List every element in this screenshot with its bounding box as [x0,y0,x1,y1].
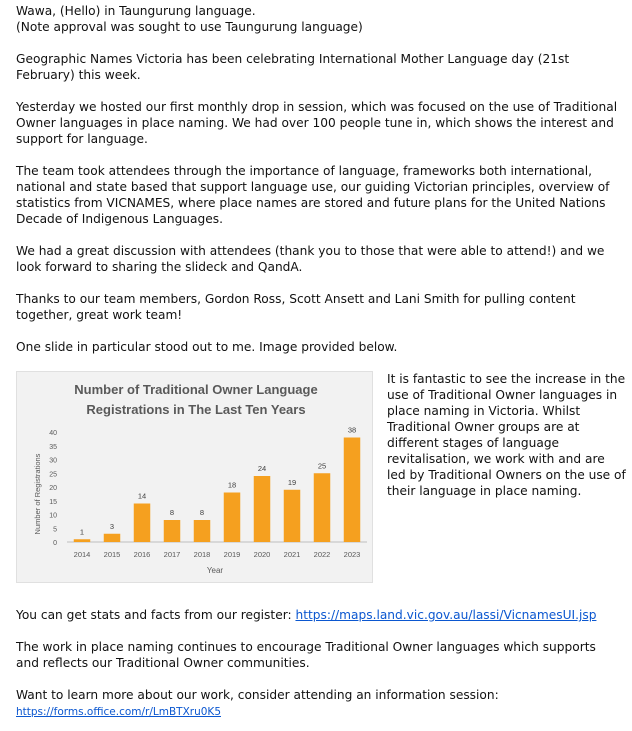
register-text: You can get stats and facts from our register: [16,608,296,622]
x-tick-label-2014: 2014 [73,550,91,559]
approval-note: (Note approval was sought to use Taungurung language) [16,20,363,34]
bar-2022 [314,473,331,542]
paragraph-discussion: We had a great discussion with attendees (thank you to those that were able to attend!) and we look forward to sharing the slideck and QandA. [16,244,605,274]
y-tick-label: 5 [53,526,57,534]
x-tick-label-2020: 2020 [253,550,271,559]
y-tick-label: 15 [49,498,57,506]
x-tick-label-2023: 2023 [343,550,361,559]
x-tick-label-2022: 2022 [313,550,331,559]
paragraph-drop-in-session: Yesterday we hosted our first monthly drop in session, which was focused on the use of Traditional Owner languages in place naming. We had over 100 people tune in, which shows the interest and support for language. [16,100,618,146]
paragraph-language-day: Geographic Names Victoria has been celebrating International Mother Language day (21st February) this week. [16,52,570,82]
email-body [16,3,626,720]
register-line [16,607,622,623]
paragraph-closing: The work in place naming continues to encourage Traditional Owner languages which supports and reflects our Traditional Owner communities. [16,640,596,670]
x-tick-label-2019: 2019 [223,550,241,559]
chart-x-axis-label: Year [206,566,224,575]
bar-2014 [74,539,91,542]
x-tick-label-2015: 2015 [103,550,121,559]
y-tick-label: 25 [49,471,57,479]
chart-commentary: It is fantastic to see the increase in the use of Traditional Owner languages in place naming in Victoria. Whilst Traditional Owner groups are at different stages of language revitalisation, we work with and are led by Traditional Owners on the use of their language in place naming. [387,372,626,498]
chart-plot-area [49,426,367,560]
y-tick-label: 35 [49,443,57,451]
chart-svg [17,372,372,582]
bar-2021 [284,490,301,542]
x-tick-label-2018: 2018 [193,550,211,559]
chart-title-line-2: Registrations in The Last Ten Years [86,402,306,417]
data-label-2019: 18 [227,480,237,490]
bar-2020 [254,476,271,542]
x-tick-label-2021: 2021 [283,550,301,559]
bar-2016 [134,504,151,543]
bar-2015 [104,534,121,542]
register-link[interactable]: https://maps.land.vic.gov.au/lassi/VicnamesUI.jsp [295,608,597,622]
data-label-2021: 19 [287,477,297,487]
data-label-2017: 8 [169,508,175,517]
greeting-line: Wawa, (Hello) in Taungurung language. [16,4,256,18]
y-tick-label: 0 [53,540,57,547]
registrations-chart [16,371,373,583]
session-line: Want to learn more about our work, consider attending an information session: [16,688,499,702]
data-label-2015: 3 [109,521,115,531]
bar-2023 [344,438,361,543]
chart-y-axis-label: Number of Registrations [33,453,42,535]
x-tick-label-2017: 2017 [163,550,181,559]
y-tick-label: 10 [49,512,57,520]
y-tick-label: 30 [49,457,57,465]
y-tick-label: 40 [49,430,57,437]
bar-2017 [164,520,181,542]
chart-title-line-1: Number of Traditional Owner Language [74,382,318,397]
paragraph-thanks: Thanks to our team members, Gordon Ross, Scott Ansett and Lani Smith for pulling content together, great work team! [16,292,576,322]
y-tick-label: 20 [49,485,57,492]
bar-2019 [224,493,241,543]
bar-2018 [194,520,211,542]
data-label-2014: 1 [79,527,85,537]
paragraph-slide-intro: One slide in particular stood out to me. Image provided below. [16,340,398,354]
x-tick-label-2016: 2016 [133,550,151,559]
chart-section [16,371,626,593]
data-label-2018: 8 [199,508,205,517]
data-label-2022: 25 [317,461,327,471]
paragraph-session-topics: The team took attendees through the importance of language, frameworks both international, national and state based that support language use, our guiding Victorian principles, overview of statistics from VICNAMES, where place names are stored and future plans for the United Nations Decade of Indigenous Languages. [16,164,610,226]
data-label-2020: 24 [257,464,267,473]
data-label-2023: 38 [347,425,357,435]
data-label-2016: 14 [137,491,147,501]
session-link[interactable]: https://forms.office.com/r/LmBTXru0K5 [16,706,221,718]
